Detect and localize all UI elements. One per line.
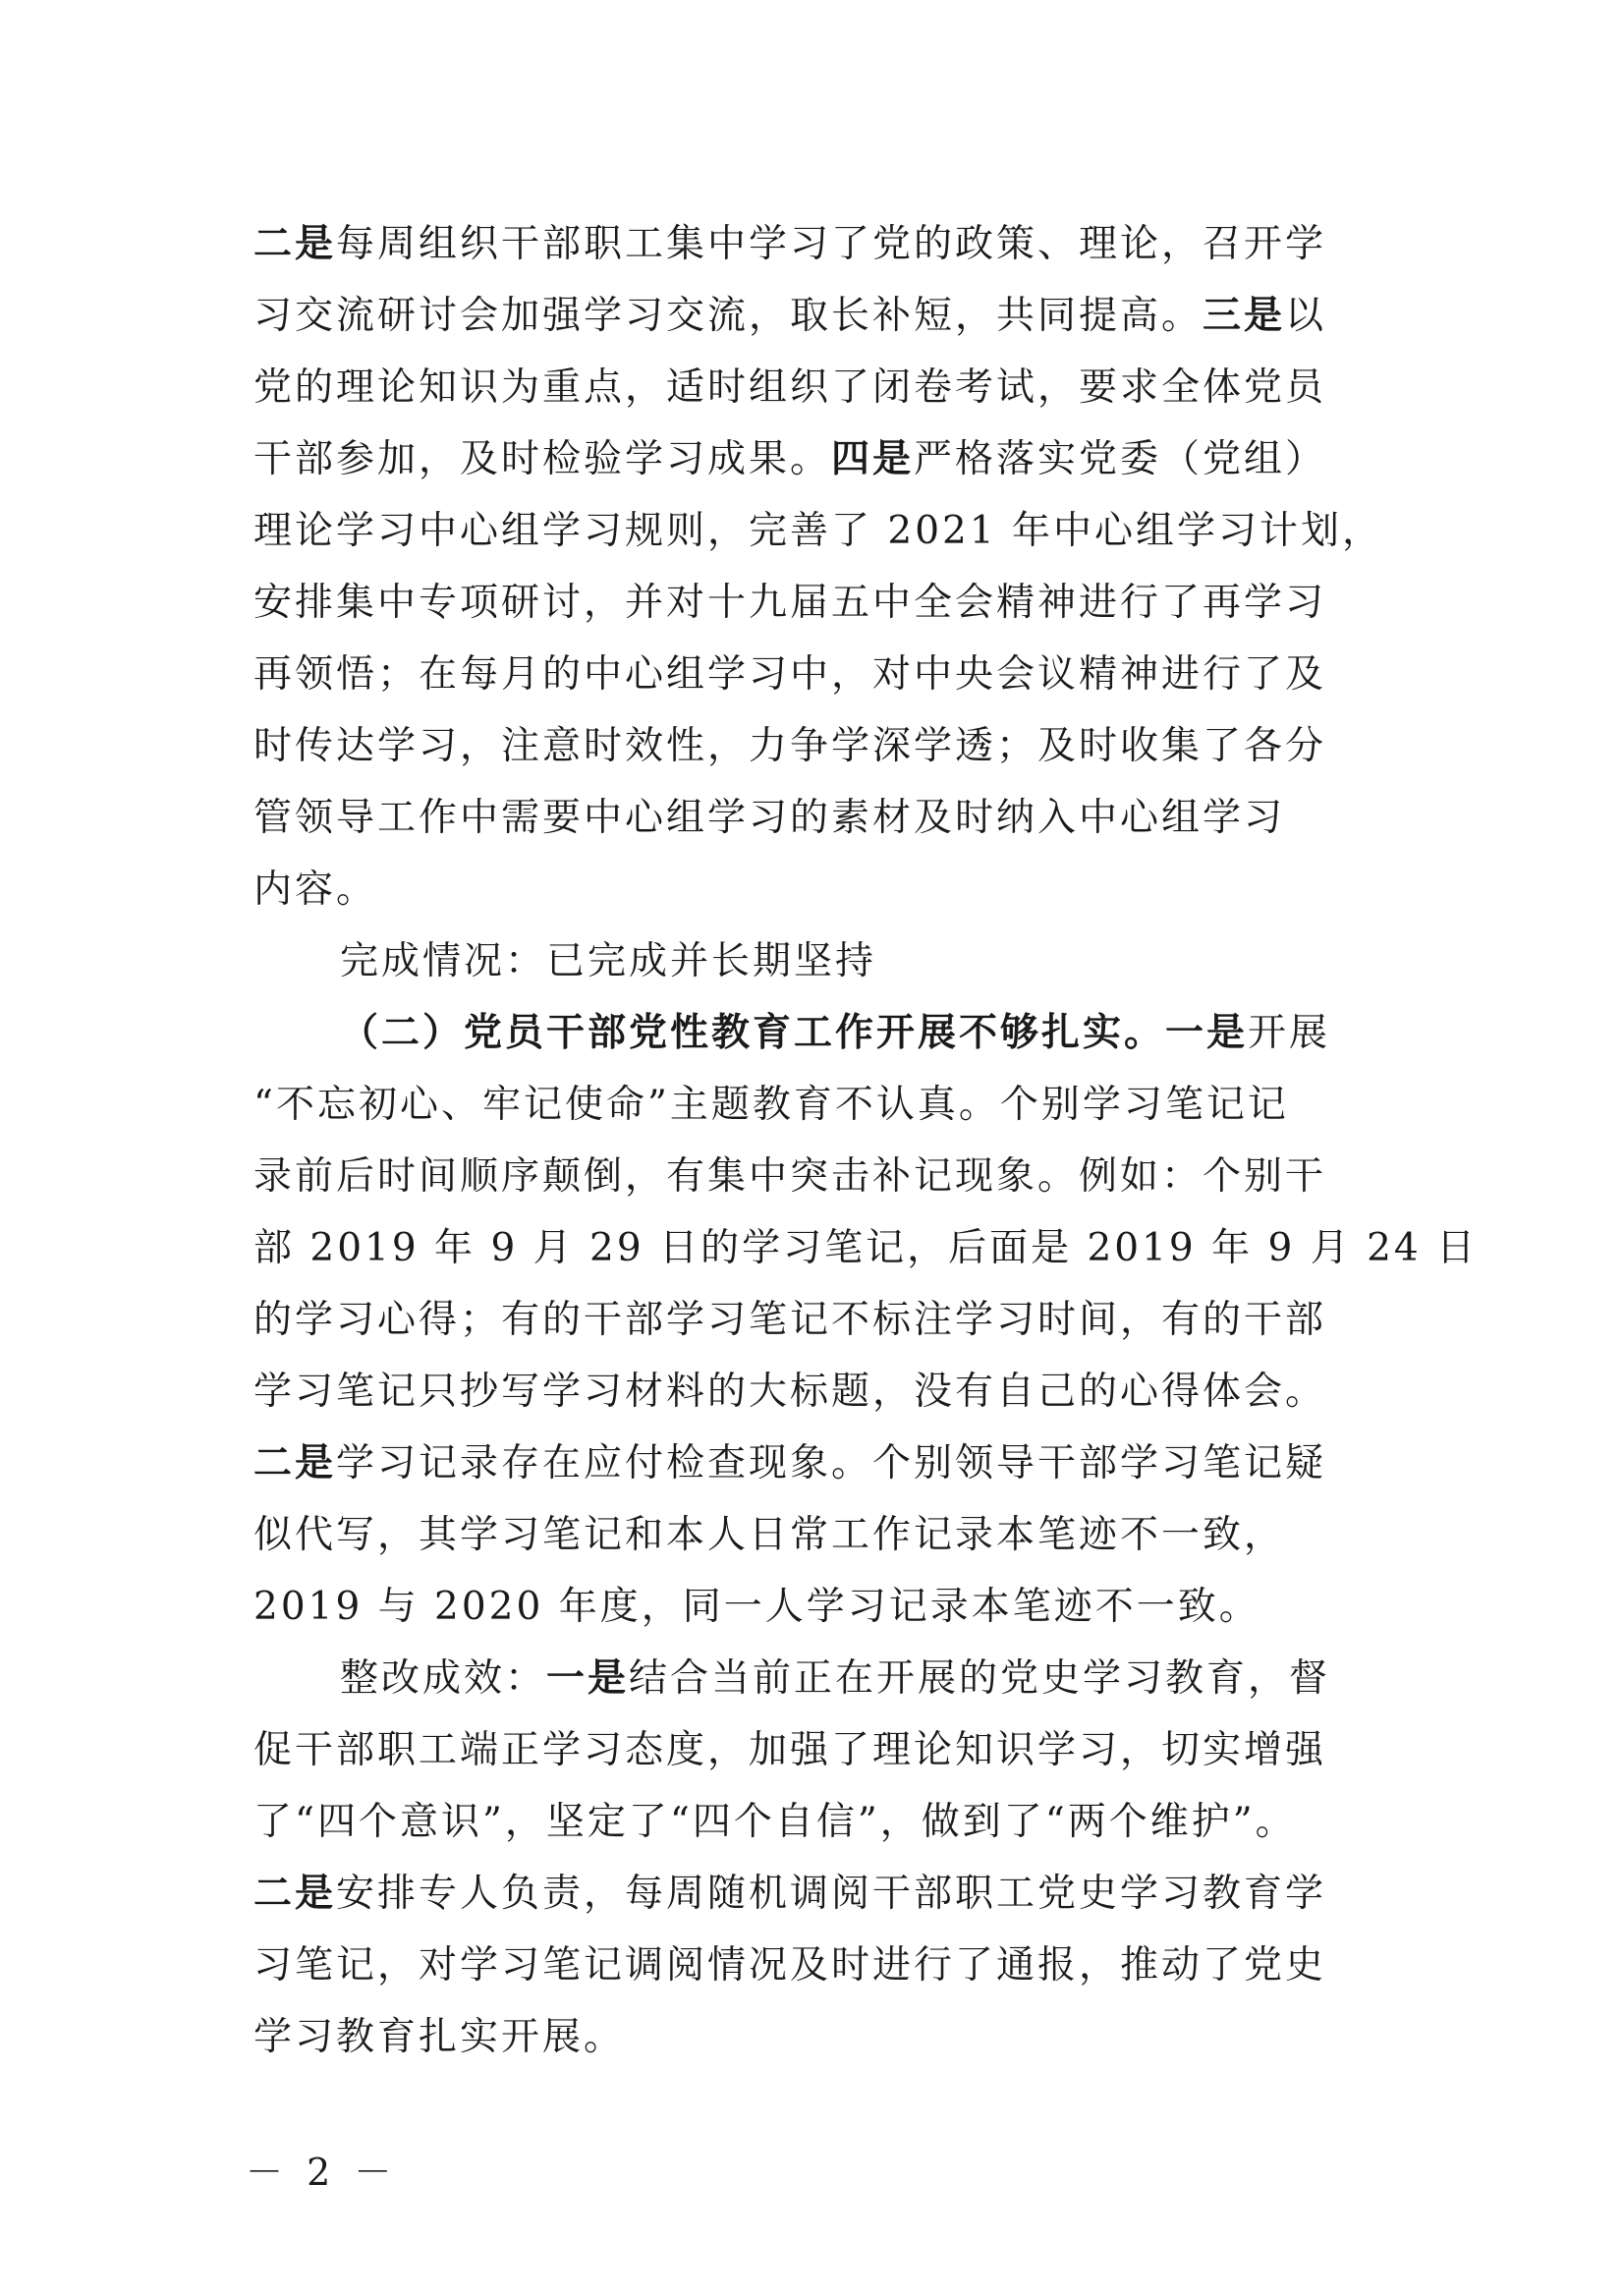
text-line (253, 1141, 1383, 1212)
text-segment: 管领导工作中需要中心组学习的素材及时纳入中心组学习 (253, 796, 1286, 840)
text-segment: 学习笔记只抄写学习材料的大标题，没有自己的心得体会。 (253, 1370, 1327, 1414)
text-segment: 了“四个意识”，坚定了“四个自信”，做到了“两个维护”。 (253, 1800, 1297, 1844)
text-segment: 习交流研讨会加强学习交流，取长补短，共同提高。 (253, 294, 1203, 338)
text-line (253, 782, 1383, 854)
page-number: － 2 － (246, 2151, 398, 2194)
text-segment: 干部参加，及时检验学习成果。 (253, 437, 832, 481)
bold-text-segment: 一是 (546, 1655, 630, 1701)
text-segment: 的学习心得；有的干部学习笔记不标注学习时间，有的干部 (253, 1298, 1327, 1342)
bold-text-segment: 三是 (1203, 293, 1286, 338)
text-segment: 部 2019 年 9 月 29 日的学习笔记，后面是 2019 年 9 月 24 日 (253, 1226, 1479, 1270)
text-line (253, 1930, 1383, 2001)
text-segment: 再领悟；在每月的中心组学习中，对中央会议精神进行了及 (253, 652, 1327, 697)
text-line (253, 639, 1383, 710)
text-segment: 完成情况：已完成并长期坚持 (340, 939, 877, 983)
text-segment: 时传达学习，注意时效性，力争学深学透；及时收集了各分 (253, 724, 1327, 768)
text-segment: 整改成效： (340, 1656, 547, 1701)
text-segment: 2019 与 2020 年度，同一人学习记录本笔迹不一致。 (253, 1585, 1260, 1629)
text-segment: 开展 (1248, 1011, 1331, 1055)
text-segment: 内容。 (253, 868, 378, 912)
text-segment: 每周组织干部职工集中学习了党的政策、理论，召开学 (336, 222, 1327, 266)
bold-text-segment: 二是 (253, 221, 337, 266)
text-line (253, 1356, 1383, 1428)
bold-text-segment: 二是 (253, 1871, 337, 1916)
text-line (253, 1714, 1383, 1786)
text-segment: 似代写，其学习笔记和本人日常工作记录本笔迹不一致， (253, 1513, 1286, 1557)
text-line (253, 208, 1383, 280)
text-line (253, 1212, 1479, 1284)
text-segment: 党的理论知识为重点，适时组织了闭卷考试，要求全体党员 (253, 365, 1327, 410)
text-line (253, 1858, 1383, 1930)
text-segment: 安排专人负责，每周随机调阅干部职工党史学习教育学 (336, 1872, 1327, 1916)
text-line (253, 1069, 1383, 1141)
text-line (253, 567, 1383, 639)
text-segment: 促干部职工端正学习态度，加强了理论知识学习，切实增强 (253, 1728, 1327, 1772)
bold-text-segment: 二是 (253, 1440, 337, 1485)
text-line (253, 1284, 1383, 1356)
text-line (253, 280, 1383, 352)
text-line (253, 1643, 1383, 1714)
text-segment: 严格落实党委（党组） (914, 437, 1327, 481)
text-segment: 安排集中专项研讨，并对十九届五中全会精神进行了再学习 (253, 581, 1327, 625)
bold-text-segment: 四是 (831, 436, 915, 481)
text-segment: “不忘初心、牢记使命”主题教育不认真。个别学习笔记记 (253, 1083, 1289, 1127)
text-segment: 结合当前正在开展的党史学习教育，督 (629, 1656, 1331, 1701)
body-text (253, 208, 1479, 2073)
text-segment: 习笔记，对学习笔记调阅情况及时进行了通报，推动了党史 (253, 1943, 1327, 1988)
text-segment: 以 (1285, 294, 1327, 338)
text-line (253, 1499, 1383, 1571)
text-line (253, 423, 1383, 495)
text-line (253, 854, 1383, 925)
text-line (253, 2001, 1383, 2073)
text-line (253, 710, 1383, 782)
bold-text-segment: （二）党员干部党性教育工作开展不够扎实。一是 (340, 1010, 1249, 1055)
text-segment: 录前后时间顺序颠倒，有集中突击补记现象。例如：个别干 (253, 1154, 1327, 1199)
text-line (253, 1571, 1383, 1643)
text-line (253, 1428, 1383, 1499)
text-segment: 学习教育扎实开展。 (253, 2015, 626, 2059)
text-line (253, 495, 1383, 567)
text-line (253, 925, 1383, 997)
text-segment: 学习记录存在应付检查现象。个别领导干部学习笔记疑 (336, 1441, 1327, 1485)
text-line (253, 997, 1383, 1069)
text-line (253, 1786, 1383, 1858)
text-line (253, 352, 1383, 423)
text-segment: 理论学习中心组学习规则，完善了 2021 年中心组学习计划， (253, 509, 1384, 553)
